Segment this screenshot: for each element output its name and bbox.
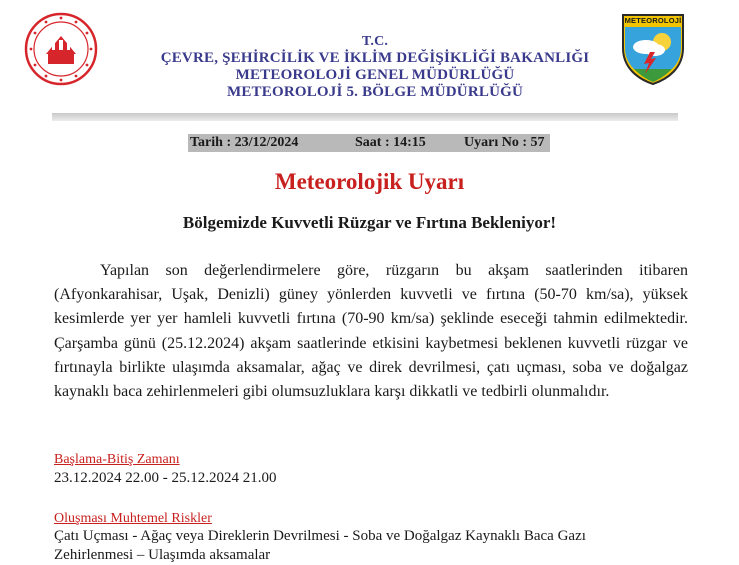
logo-text: METEOROLOJİ xyxy=(624,16,682,25)
ministry-seal-icon xyxy=(24,12,98,86)
warning-number: Uyarı No : 57 xyxy=(464,135,545,150)
header-line-tc: T.C. xyxy=(361,34,389,49)
risks-label: Oluşması Muhtemel Riskler xyxy=(54,511,212,526)
warning-info-bar xyxy=(188,134,550,152)
header-line-region: METEOROLOJİ 5. BÖLGE MÜDÜRLÜĞÜ xyxy=(226,84,524,100)
risks-value: Çatı Uçması - Ağaç veya Direklerin Devrilmesi - Soba ve Doğalgaz Kaynaklı Baca Gazı Zehirlenmesi – Ulaşımda aksamalar xyxy=(54,528,586,563)
header-divider xyxy=(52,113,678,121)
header-line-directorate: METEOROLOJİ GENEL MÜDÜRLÜĞÜ xyxy=(235,67,515,83)
warning-time: Saat : 14:15 xyxy=(355,135,426,150)
warning-subtitle: Bölgemizde Kuvvetli Rüzgar ve Fırtına Bekleniyor! xyxy=(182,213,557,232)
period-label: Başlama-Bitiş Zamanı xyxy=(54,452,180,467)
institution-header xyxy=(110,33,640,101)
period-value: 23.12.2024 22.00 - 25.12.2024 21.00 xyxy=(54,470,277,486)
warning-body: Yapılan son değerlendirmelere göre, rüzgarın bu akşam saatlerinden itibaren (Afyonkarahisar, Uşak, Denizli) güney yönlerden kuvvetli ve fırtına (50-70 km/sa), yüksek kesimlerde yer yer hamleli kuvvetli fırtına (70-90 km/sa) şeklinde eseceği tahmin edilmektedir. Çarşamba günü (25.12.2024) akşam saatlerinde etkisini kaybetmesi beklenen kuvvetli rüzgar ve fırtınayla birlikte ulaşımda aksamalar, ağaç ve direk devrilmesi, çatı uçması, soba ve doğalgaz kaynaklı baca zehirlenmeleri gibi olumsuzluklara karşı dikkatli ve tedbirli olunmalıdır. xyxy=(54,262,688,401)
warning-title: Meteorolojik Uyarı xyxy=(274,169,465,194)
warning-date: Tarih : 23/12/2024 xyxy=(190,135,299,150)
header-line-ministry: ÇEVRE, ŞEHİRCİLİK VE İKLİM DEĞİŞİKLİĞİ BAKANLIĞI xyxy=(160,50,590,66)
